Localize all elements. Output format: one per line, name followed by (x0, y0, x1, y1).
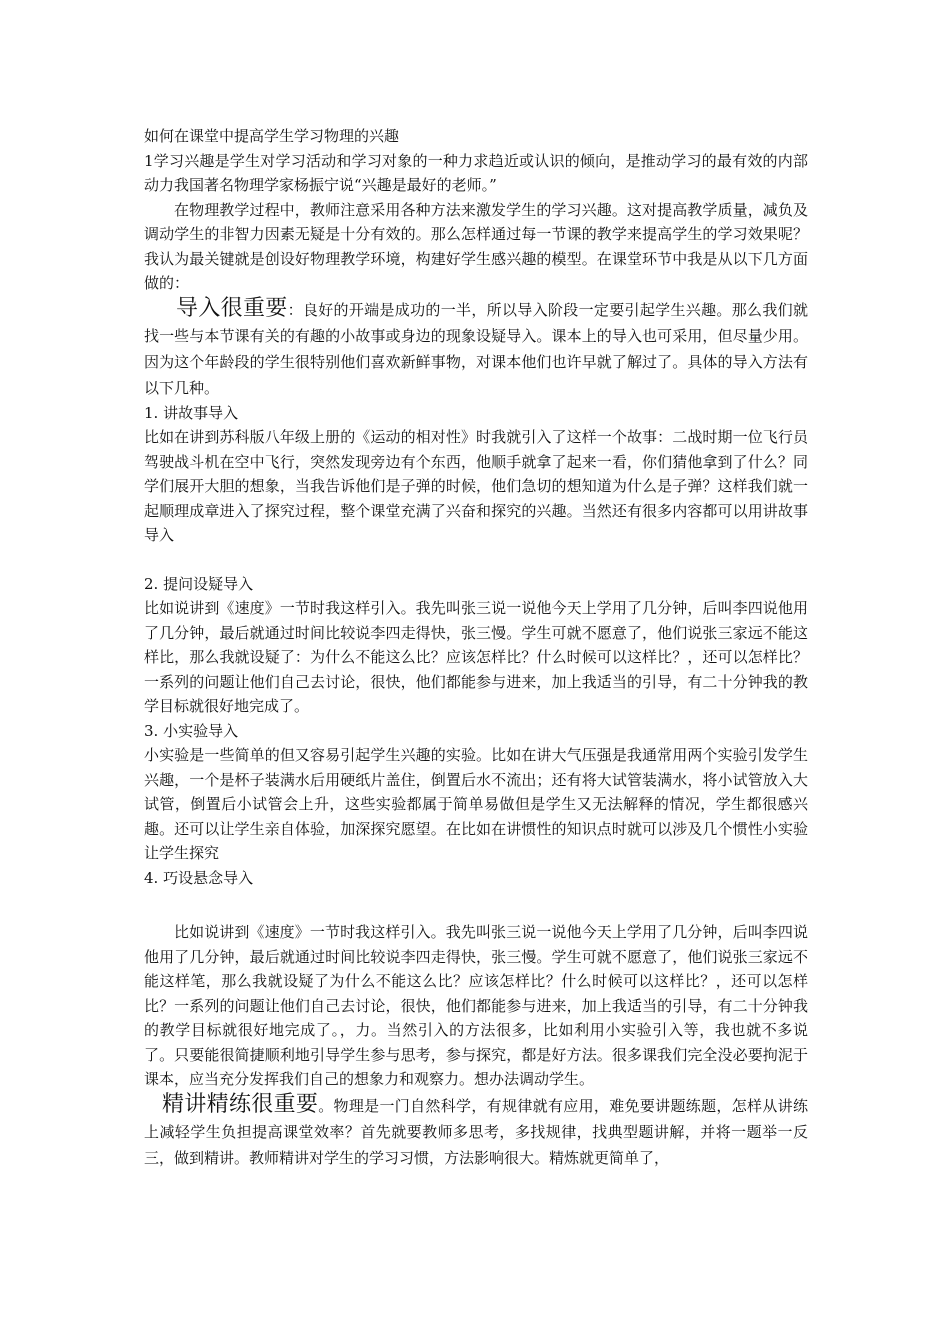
list-item-question: 2. 提问设疑导入 (144, 574, 254, 593)
list-item-story: 1. 讲故事导入 (144, 403, 239, 422)
paragraph-experiment: 小实验是一些简单的但又容易引起学生兴趣的实验。比如在讲大气压强是我通常用两个实验引发学生兴趣，一个是杯子装满水后用硬纸片盖住，倒置后水不流出；还有将大试管装满水，将小试管放入大试管，倒置后小试管会上升，这些实验都属于简单易做但是学生又无法解释的情况，学生都很感兴趣。还可以让学生亲自体验，加深探究愿望。在比如在讲惯性的知识点时就可以涉及几个惯性小实验让学生探究 (144, 746, 808, 862)
document-page (144, 124, 808, 1171)
paragraph-introduction-text: ：良好的开端是成功的一半，所以导入阶段一定要引起学生兴趣。那么我们就找一些与本节课有关的有趣的小故事或身边的现象设疑导入。课本上的导入也可采用，但尽量少用。因为这个年龄段的学生很特别他们喜欢新鲜事物，对课本他们也许早就了解过了。具体的导入方法有以下几种。 (144, 300, 808, 397)
paragraph-teaching-process: 在物理教学过程中，教师注意采用各种方法来激发学生的学习兴趣。这对提高教学质量，减负及调动学生的非智力因素无疑是十分有效的。那么怎样通过每一节课的教学来提高学生的学习效果呢？我认为最关键就是创设好物理教学环境，构建好学生感兴趣的模型。在课堂环节中我是从以下几方面做的： (144, 200, 808, 292)
list-item-suspense: 4. 巧设悬念导入 (144, 868, 254, 887)
section-heading-practice: 精讲精练很重要 (162, 1091, 319, 1117)
paragraph-question: 比如说讲到《速度》一节时我这样引入。我先叫张三说一说他今天上学用了几分钟，后叫李四说他用了几分钟，最后就通过时间比较说李四走得快，张三慢。学生可就不愿意了，他们说张三家远不能这样比，那么我就设疑了：为什么不能这么比？应该怎样比？什么时候可以这样比？，还可以怎样比？一系列的问题让他们自己去讨论，很快，他们都能参与进来，加上我适当的引导，有二十分钟我的教学目标就很好地完成了。 (144, 599, 808, 715)
list-item-experiment: 3. 小实验导入 (144, 721, 239, 740)
paragraph-practice-importance (144, 1092, 808, 1171)
paragraph-practice-text: 。物理是一门自然科学，有规律就有应用，难免要讲题练题，怎样从讲练上减轻学生负担提高课堂效率？首先就要教师多思考，多找规律，找典型题讲解，并将一题举一反三，做到精讲。教师精讲对学生的学习习惯，方法影响很大。精炼就更简单了， (144, 1096, 808, 1167)
paragraph-intro: 1学习兴趣是学生对学习活动和学习对象的一种力求趋近或认识的倾向，是推动学习的最有效的内部动力我国著名物理学家杨振宁说“兴趣是最好的老师。” (144, 151, 808, 194)
blank-line (144, 548, 808, 572)
section-heading-introduction: 导入很重要 (176, 295, 288, 321)
paragraph-suspense: 比如说讲到《速度》一节时我这样引入。我先叫张三说一说他今天上学用了几分钟，后叫李四说他用了几分钟，最后就通过时间比较说李四走得快，张三慢。学生可就不愿意了，他们说张三家远不能这样笔，那么我就设疑了为什么不能这么比？应该怎样比？什么时候可以这样比？，还可以怎样比？一系列的问题让他们自己去讨论，很快，他们都能参与进来，加上我适当的引导，有二十分钟我的教学目标就很好地完成了。，力。当然引入的方法很多，比如利用小实验引入等，我也就不多说了。只要能很简捷顺利地引导学生参与思考，参与探究，都是好方法。很多课我们完全没必要拘泥于课本，应当充分发挥我们自己的想象力和观察力。想办法调动学生。 (144, 923, 808, 1088)
paragraph-introduction-importance (144, 296, 808, 401)
paragraph-story: 比如在讲到苏科版八年级上册的《运动的相对性》时我就引入了这样一个故事：二战时期一位飞行员驾驶战斗机在空中飞行，突然发现旁边有个东西，他顺手就拿了起来一看，你们猜他拿到了什么？同学们展开大胆的想象，当我告诉他们是子弹的时候，他们急切的想知道为什么是子弹？这样我们就一起顺理成章进入了探究过程，整个课堂充满了兴奋和探究的兴趣。当然还有很多内容都可以用讲故事导入 (144, 428, 808, 544)
blank-line (144, 890, 808, 920)
document-title: 如何在课堂中提高学生学习物理的兴趣 (144, 127, 400, 145)
